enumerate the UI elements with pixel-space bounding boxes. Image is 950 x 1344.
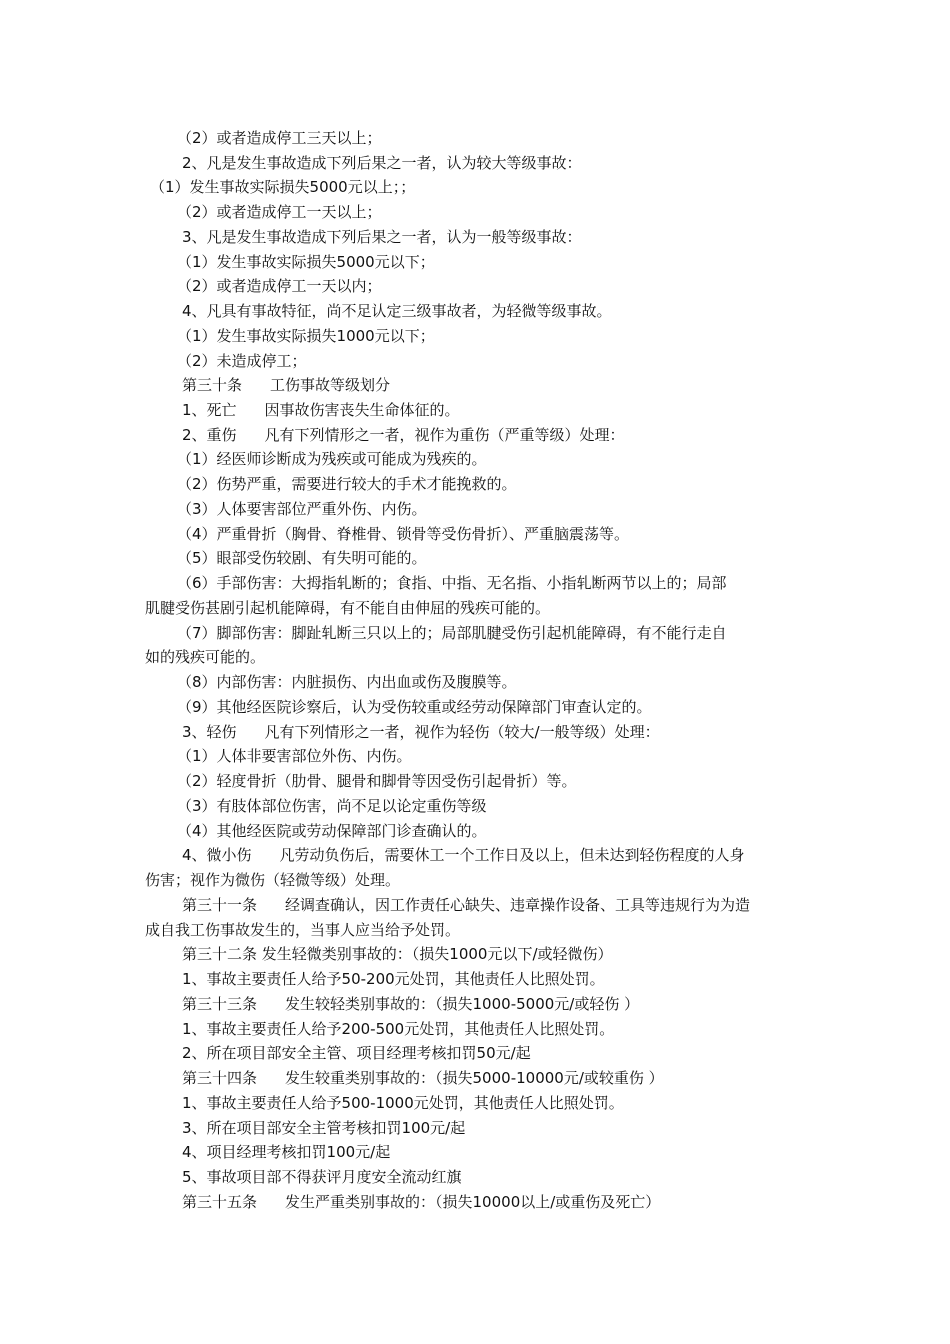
text-line: （2）伤势严重，需要进行较大的手术才能挽救的。	[177, 475, 517, 493]
article-number: 第三十一条	[182, 896, 258, 914]
article-heading	[182, 893, 847, 917]
text-line: （2）或者造成停工一天以上；	[177, 203, 382, 221]
text-line: （5）眼部受伤较剧、有失明可能的。	[177, 549, 427, 567]
term-label: 4、微小伤	[182, 846, 252, 864]
text-line: （3）有肢体部位伤害，尚不足以论定重伤等级	[177, 797, 487, 815]
text-line: 1、事故主要责任人给予500-1000元处罚，其他责任人比照处罚。	[182, 1094, 624, 1112]
text-line: （8）内部伤害：内脏损伤、内出血或伤及腹膜等。	[177, 673, 517, 691]
text-line	[182, 720, 847, 744]
article-title: 工伤事故等级划分	[270, 376, 391, 394]
article-number: 第三十条	[182, 376, 243, 394]
term-definition: 因事故伤害丧失生命体征的。	[264, 401, 460, 419]
text-line: （3）人体要害部位严重外伤、内伤。	[177, 500, 427, 518]
text-line: （1）发生事故实际损失5000元以上；；	[150, 178, 416, 196]
text-line: （1）发生事故实际损失5000元以下；	[177, 253, 435, 271]
article-body: 发生较重类别事故的：（损失5000-10000元/或较重伤 ）	[285, 1069, 664, 1087]
text-line: （4）其他经医院或劳动保障部门诊查确认的。	[177, 822, 487, 840]
article-number: 第三十五条	[182, 1193, 258, 1211]
text-line: （2）或者造成停工一天以内；	[177, 277, 382, 295]
term-definition: 凡劳动负伤后，需要休工一个工作日及以上，但未达到轻伤程度的人身	[279, 846, 745, 864]
text-line: 4、凡具有事故特征，尚不足认定三级事故者，为轻微等级事故。	[182, 302, 612, 320]
text-line: 5、事故项目部不得获评月度安全流动红旗	[182, 1168, 462, 1186]
text-line: 3、所在项目部安全主管考核扣罚100元/起	[182, 1119, 466, 1137]
text-line: （1）经医师诊断成为残疾或可能成为残疾的。	[177, 450, 487, 468]
text-line: （7）脚部伤害：脚趾轧断三只以上的；局部肌腱受伤引起机能障碍，有不能行走自	[177, 624, 727, 642]
text-line: （1）发生事故实际损失1000元以下；	[177, 327, 435, 345]
text-line: 伤害；视作为微伤（轻微等级）处理。	[145, 871, 401, 889]
article-number: 第三十三条	[182, 995, 258, 1013]
term-definition: 凡有下列情形之一者，视作为重伤（严重等级）处理：	[264, 426, 625, 444]
article-body: 发生严重类别事故的：（损失10000以上/或重伤及死亡）	[285, 1193, 661, 1211]
article-heading	[182, 373, 847, 397]
text-line: （1）人体非要害部位外伤、内伤。	[177, 747, 412, 765]
term-definition: 凡有下列情形之一者，视作为轻伤（较大/一般等级）处理：	[264, 723, 660, 741]
term-label: 2、重伤	[182, 426, 237, 444]
text-line: （9）其他经医院诊察后，认为受伤较重或经劳动保障部门审查认定的。	[177, 698, 652, 716]
article-body: 发生较轻类别事故的：（损失1000-5000元/或轻伤 ）	[285, 995, 640, 1013]
text-line: （4）严重骨折（胸骨、脊椎骨、锁骨等受伤骨折）、严重脑震荡等。	[177, 525, 630, 543]
text-line	[182, 423, 847, 447]
text-line: 成自我工伤事故发生的，当事人应当给予处罚。	[145, 921, 461, 939]
text-line	[182, 398, 847, 422]
text-line: 2、凡是发生事故造成下列后果之一者，认为较大等级事故：	[182, 154, 582, 172]
article-heading	[182, 1190, 847, 1214]
text-line: 1、事故主要责任人给予200-500元处罚，其他责任人比照处罚。	[182, 1020, 615, 1038]
text-line: （2）未造成停工；	[177, 352, 307, 370]
text-line: 2、所在项目部安全主管、项目经理考核扣罚50元/起	[182, 1044, 531, 1062]
text-line: （2）或者造成停工三天以上；	[177, 129, 382, 147]
text-line: （2）轻度骨折（肋骨、腿骨和脚骨等因受伤引起骨折）等。	[177, 772, 577, 790]
text-line: 4、项目经理考核扣罚100元/起	[182, 1143, 391, 1161]
article-number: 第三十四条	[182, 1069, 258, 1087]
article-heading	[182, 992, 847, 1016]
text-line: （6）手部伤害：大拇指轧断的；食指、中指、无名指、小指轧断两节以上的；局部	[177, 574, 727, 592]
article-heading	[182, 1066, 847, 1090]
text-line	[182, 843, 847, 867]
term-label: 3、轻伤	[182, 723, 237, 741]
text-line: 1、事故主要责任人给予50-200元处罚，其他责任人比照处罚。	[182, 970, 605, 988]
text-line: 如的残疾可能的。	[145, 648, 266, 666]
term-label: 1、死亡	[182, 401, 237, 419]
article-body: 经调查确认，因工作责任心缺失、违章操作设备、工具等违规行为为造	[285, 896, 751, 914]
text-line: 肌腱受伤甚剧引起机能障碍，有不能自由伸屈的残疾可能的。	[145, 599, 551, 617]
article-heading: 第三十二条 发生轻微类别事故的：（损失1000元以下/或轻微伤）	[182, 945, 613, 963]
text-line: 3、凡是发生事故造成下列后果之一者，认为一般等级事故：	[182, 228, 582, 246]
